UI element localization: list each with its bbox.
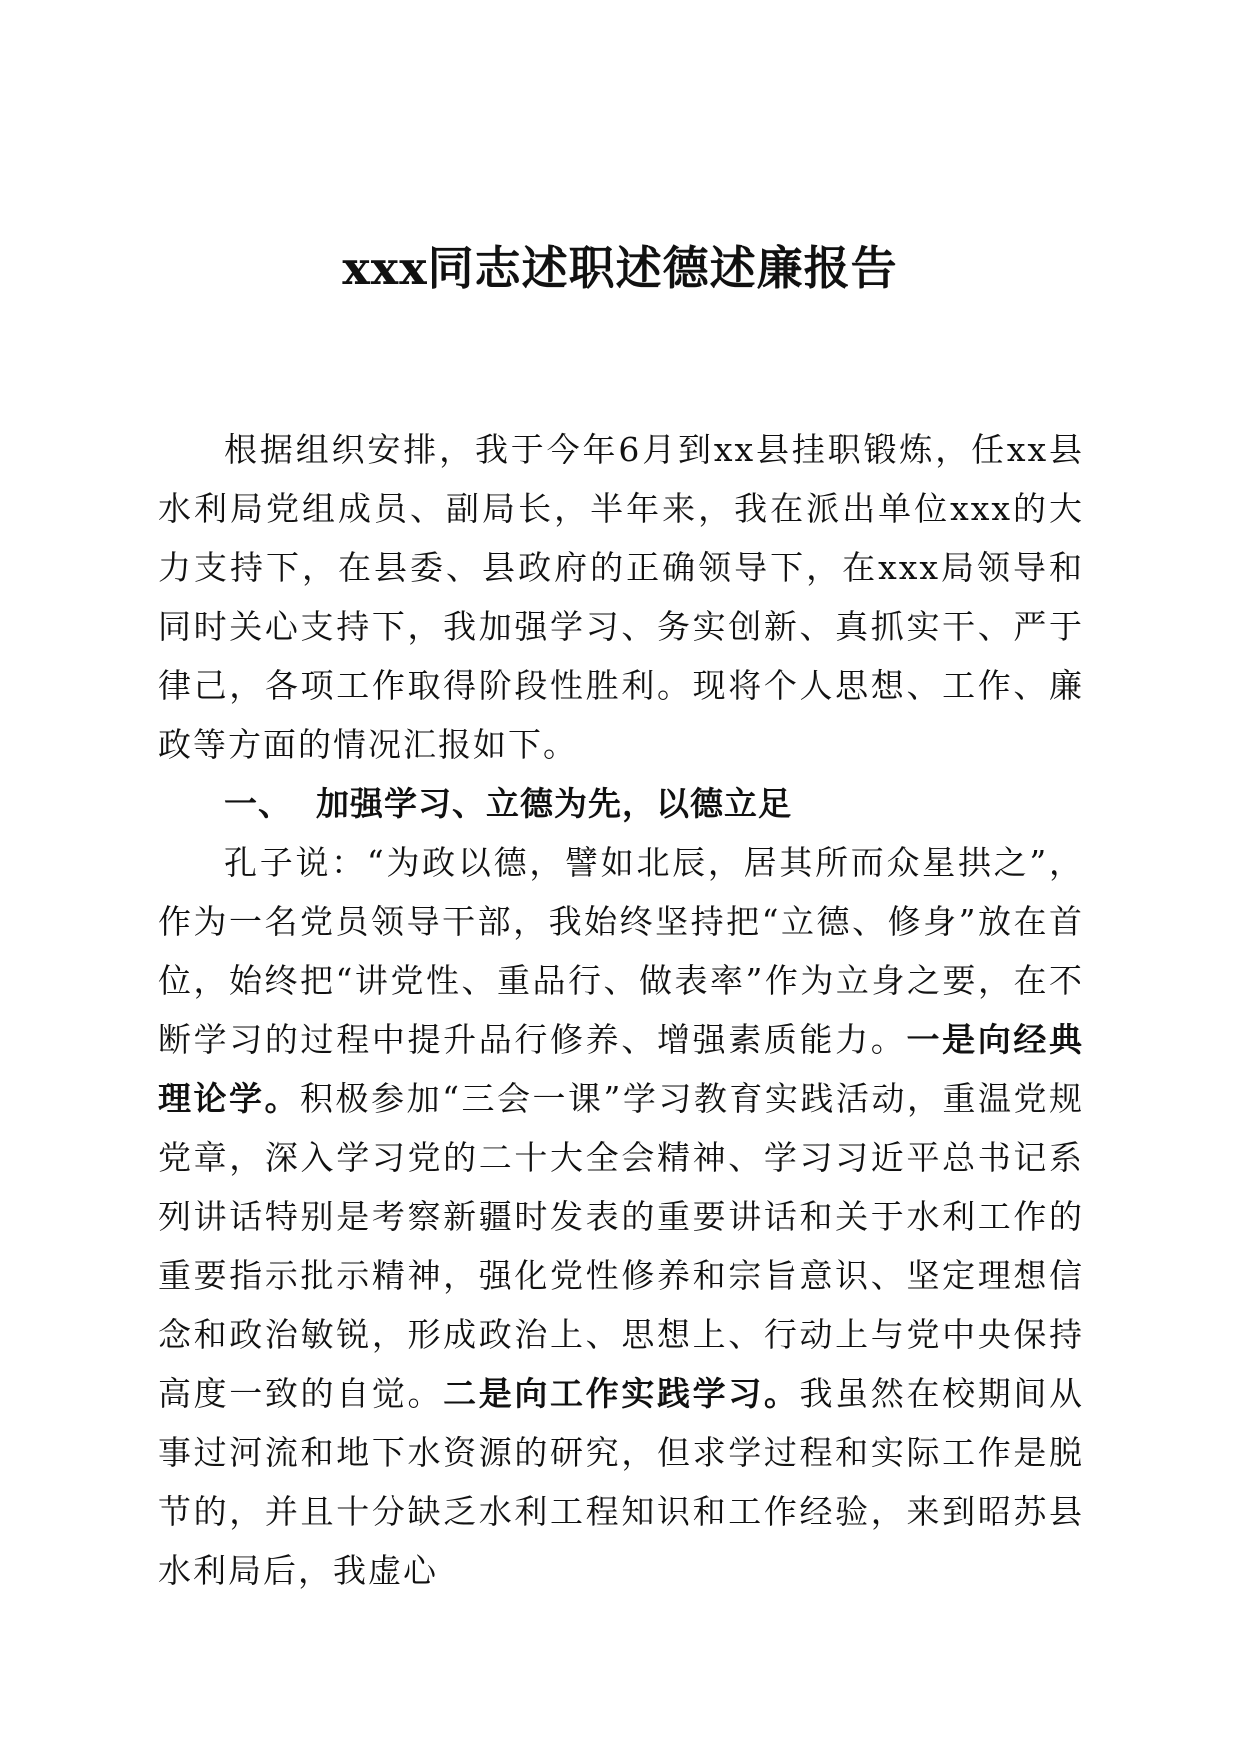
section-1-point-2: 二是向工作实践学习。 bbox=[443, 1374, 800, 1413]
section-1-text-a: 孔子说：“为政以德，譬如北辰，居其所而众星拱之”，作为一名党员领导干部，我始终坚持把“立德、修身”放在首位，始终把“讲党性、重品行、做表率”作为立身之要，在不断学习的过程中提升品行修养、增强素质能力。 bbox=[158, 843, 1084, 1059]
intro-paragraph: 根据组织安排，我于今年6月到xx县挂职锻炼，任xx县水利局党组成员、副局长，半年来，我在派出单位xxx的大力支持下，在县委、县政府的正确领导下，在xxx局领导和同时关心支持下，我加强学习、务实创新、真抓实干、严于律己，各项工作取得阶段性胜利。现将个人思想、工作、廉政等方面的情况汇报如下。 bbox=[158, 430, 1084, 764]
section-1-point-1: 一是向经典理论学。 bbox=[158, 1020, 1085, 1118]
section-1-paragraph bbox=[158, 833, 1084, 1600]
document-title: xxx同志述职述德述廉报告 bbox=[342, 241, 898, 295]
section-1-number: 一、 bbox=[224, 784, 292, 823]
document-body bbox=[158, 420, 1084, 1600]
section-1-text-c: 我虽然在校期间从事过河流和地下水资源的研究，但求学过程和实际工作是脱节的，并且十分缺乏水利工程知识和工作经验，来到昭苏县水利局后，我虚心 bbox=[158, 1374, 1085, 1590]
section-1-heading-text: 加强学习、立德为先，以德立足 bbox=[316, 784, 792, 823]
section-1-heading bbox=[158, 774, 1084, 833]
section-1-text-b: 积极参加“三会一课”学习教育实践活动，重温党规党章，深入学习党的二十大全会精神、学习习近平总书记系列讲话特别是考察新疆时发表的重要讲话和关于水利工作的重要指示批示精神，强化党性修养和宗旨意识、坚定理想信念和政治敏锐，形成政治上、思想上、行动上与党中央保持高度一致的自觉。 bbox=[158, 1079, 1084, 1413]
